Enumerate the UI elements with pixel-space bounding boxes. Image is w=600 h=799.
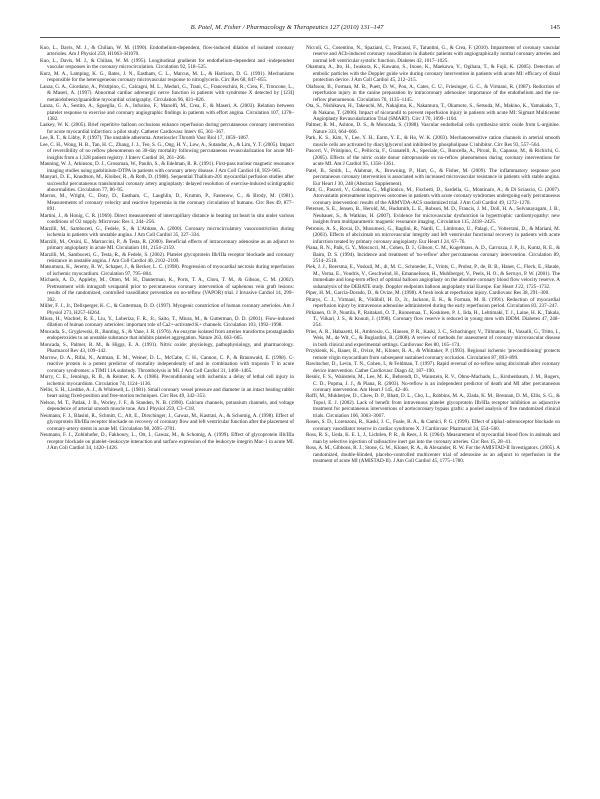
- reference-entry: Manyari, D. E., Knudtson, M., Kloiber, R., & Roth, D. (1988). Sequential Thallium-201 myocardial perfusion studies after successful percutaneous transluminal coronary artery angioplasty: delayed resolution of exercise-induced scintigraphic abnormalities. Circulation 77, 86–95.: [40, 174, 294, 193]
- page-number: 145: [550, 24, 560, 31]
- reference-entry: Michaels, A. D., Appleby, M., Otten, M. H., Dauterman, K., Ports, T. A., Chou, T. M., & Gibson, C. M. (2002). Pretreatment with intragraft verapamil prior to percutaneous coronary intervention of saphenous vein graft lesions: results of the randomized, controlled vasodilator prevention on no-reflow (VAPOR) trial. J Invasive Cardiol 14, 299–302.: [40, 277, 294, 303]
- reference-entry: Rosen, S. D., Lorenzoni, R., Kaski, J. C., Foale, R. A., & Camici, P. G. (1999). Effect of alpha1-adrenoceptor blockade on coronary vasodilator reserve in cardiac syndrome X. J Cardiovasc Pharmacol 34, 554–560.: [306, 419, 560, 432]
- reference-entry: Patel, B., Smith, L., Alahmar, A., Browning, P., Hart, G., & Fisher, M. (2009). The inflammatory response post percutaneous coronary intervention is associated with increased microvascular resistance in patients with stable angina. Eur Heart J 30, 248 (Abstract Supplement).: [306, 167, 560, 187]
- page-header: [40, 24, 560, 36]
- reference-entry: Ross, A. M., Gibbons, R. J., Stone, G. W., Kloner, R. A., & Alexander, R. W. For the AMISTAD-II Investigators. (2005). A randomized, double-blinded, placebo-controlled multicenter trial of adenosine as an adjunct to reperfusion in the treatment of acute MI (AMISTAD-II). J Am Coll Cardiol 45, 1775–1780.: [306, 445, 560, 464]
- reference-entry: Kurz, M. A., Lamping, K. G., Bates, J. N., Eastham, C. L., Marcus, M. L., & Harrison, D. G. (1991). Mechanisms responsible for the heterogeneous coronary microvascular response to nitroglycerin. Circ Res 68, 847–855.: [40, 70, 294, 84]
- reference-entry: Przyklenk, K., Bauer, B., Ovize, M., Kloner, R. A., & Whittaker, P. (1993). Regional ischemic 'preconditioning' protects remote virgin myocardium from subsequent sustained coronary occlusion. Circulation 87, 893–899.: [306, 348, 560, 361]
- reference-entry: Petersen, S. E., Jensen, B., Herold, M., Hudsmith, L. E., Robson, M. D., Francis, J. M., Doll, H. A., Selvanayagam, J. B., Neubauer, S., & Watkins, H. (2007). Evidence for microvascular dysfunction in hypertrophic cardiomyopathy: new insights from multiparametric magnetic resonance imaging. Circulation 115, 2418–2425.: [306, 206, 560, 226]
- reference-entry: Ross, R. S., Ueda, K. E. I., J., Lichtlen, P. R., & Rees, J. R. (1964). Measurement of myocardial blood flow in animals and man by selective injection of radioactive inert gas into the coronary arteries. Circ Res 15, 28–41.: [306, 432, 560, 445]
- reference-entry: Lanza, G. A., Sestito, A., Sgueglia, G. A., Infusino, F., Manolfi, M., Crea, F., & Maseri, A. (2003). Relation between platelet response to exercise and coronary angiographic findings in patients with effort angina. Circulation 107, 1378–1382.: [40, 103, 294, 122]
- references-right-column: [306, 45, 560, 780]
- reference-entry: Patti, G., Pasceri, V., Colonna, G., Miglionico, M., Fischetti, D., Sardella, G., Montinaro, A., & Di Sciascio, G. (2007). Atorvastatin pretreatment improves outcomes in patients with acute coronary syndromes undergoing early percutaneous coronary intervention: results of the ARMYDA-ACS randomized trial. J Am Coll Cardiol 49, 1272–1278.: [306, 186, 560, 206]
- reference-entry: Martini, J., & Honig, C. R. (1969). Direct measurement of intercapillary distance in beating rat heart in situ under various conditions of O2 supply. Microvasc Res 1, 244–256.: [40, 212, 294, 226]
- reference-entry: Park, K. S., Kim, Y., Lee, Y. H., Earm, Y. E., & Ho, W. K. (2003). Mechanosensitive cation channels in arterial smooth muscle cells are activated by diacylglycerol and inhibited by phospholipase C inhibitor. Circ Res 93, 557–564.: [306, 135, 560, 148]
- reference-entry: Miller, F. J., Jr., Dellsperger, K. C., & Gutterman, D. D. (1997). Myogenic constriction of human coronary arterioles. Am J Physiol 273, H257–H264.: [40, 303, 294, 316]
- reference-entry: Olafsson, B., Forman, M. B., Puett, D. W., Pou, A., Cates, C. U., Friesinger, G. C., & Virmani, R. (1987). Reduction of reperfusion injury in the canine preparation by intracoronary adenosine: importance of the endothelium and the no-reflow phenomenon. Circulation 76, 1135–1145.: [306, 83, 560, 103]
- reference-entry: Moncada, S., Gryglewski, R., Bunting, S., & Vane, J. R. (1976). An enzyme isolated from arteries transforms prostaglandin endoperoxides to an unstable substance that inhibits platelet aggregation. Nature 263, 663–665.: [40, 328, 294, 342]
- reference-entry: Murry, C. E., Jennings, R. B., & Reimer, K. A. (1986). Preconditioning with ischemia: a delay of lethal cell injury in ischemic myocardium. Circulation 74, 1124–1136.: [40, 374, 294, 387]
- reference-entry: Morrow, D. A., Rifai, N., Antman, E. M., Weiner, D. L., McCabe, C. H., Cannon, C. P., & Braunwald, E. (1998). C-reactive protein is a potent predictor of mortality independently of and in combination with troponin T in acute coronary syndromes: a TIMI 11A substudy. Thrombolysis in MI. J Am Coll Cardiol 31, 1460–1465.: [40, 354, 294, 374]
- reference-entry: Pries, A. R., Habazettl, H., Ambrosio, G., Hansen, P. R., Kaski, J. C., Schachinger, V., Tillmanns, H., Vassalli, G., Tritto, I., Weis, M., de Wit, C., & Bugiardini, R. (2008). A review of methods for assessment of coronary microvascular disease in both clinical and experimental settings. Cardiovasc Res 80, 165–174.: [306, 328, 560, 348]
- reference-entry: Nellis, S. H., Liedtke, A. J., & Whitesell, L. (1981). Small coronary vessel pressure and diameter in an intact beating rabbit heart using fixed-position and free-motion techniques. Circ Res 49, 342–353.: [40, 387, 294, 400]
- reference-entry: Pitkanen, O. P., Nuutila, P., Raitakari, O. T., Ronnemaa, T., Koskinen, P. J., Iida, H., Lehtimaki, T. J., Laine, H. K., Takala, T., Viikari, J. S., & Knuuti, J. (1998). Coronary flow reserve is reduced in young men with IDDM. Diabetes 47, 248–254.: [306, 309, 560, 329]
- reference-entry: Okamura, A., Ito, H., Iwakura, K., Kawano, S., Inoue, K., Maekawa, Y., Ogihara, T., & Fujii, K. (2005). Detection of embolic particles with the Doppler guide wire during coronary intervention in patients with acute MI: efficacy of distal protection device. J Am Coll Cardiol 45, 212–215.: [306, 64, 560, 84]
- reference-entry: Niccoli, G., Cosentino, N., Spaziani, C., Fracassi, F., Tarantini, G., & Crea, F. (2010). Impairment of coronary vascular reserve and ACh-induced coronary vasodilation in diabetic patients with angiographically normal coronary arteries and normal left ventricular systolic function. Diabetes 42, 1017–1025.: [306, 45, 560, 64]
- reference-entry: Lee, C. H., Wong, H. B., Tan, H. C., Zhang, J. J., Teo, S. G., Ong, H. Y., Low, A., Sutandar, A., & Lim, Y. T. (2005). Impact of reversibility of no reflow phenomenon on 30-day mortality following percutaneous revascularization for acute MI-insights from a 1,328 patient registry. J Interv Cardiol 18, 261–266.: [40, 141, 294, 161]
- reference-entry: Marzilli, M., Sambuceti, G., Testa, R., & Fedele, S. (2002). Platelet glycoprotein IIb/IIIa receptor blockade and coronary resistance in unstable angina. J Am Coll Cardiol 40, 2102–2109.: [40, 251, 294, 264]
- reference-entry: Neumann, F. J., Zohlnhofer, D., Fakhoury, L., Ott, I., Gawaz, M., & Schomig, A. (1999). Effect of glycoprotein IIb/IIIa receptor blockade on platelet–leukocyte interaction and surface expression of the leukocyte integrin Mac-1 in acute MI. J Am Coll Cardiol 34, 1420–1426.: [40, 432, 294, 452]
- running-head: B. Patel, M. Fisher / Pharmacology & Therapeutics 127 (2010) 131–147: [190, 24, 384, 31]
- reference-entry: Nelson, M. T., Patlak, J. B., Worley, J. F., & Standen, N. B. (1990). Calcium channels, potassium channels, and voltage dependence of arterial smooth muscle tone. Am J Physiol 259, C3–C18.: [40, 399, 294, 413]
- reference-entry: Rawitscher, D., Levin, T. N., Cohen, I., & Feldman, T. (1997). Rapid reversal of no-reflow using abciximab after coronary device intervention. Cathet Cardiovasc Diagn 42, 187–190.: [306, 361, 560, 374]
- reference-entry: Piek, J. J., Boersma, E., Voskuil, M., di, M. C., Schroeder, E., Vrints, C., Probst, P., de, B. B., Hanet, C., Fleck, E., Haude, M., Verna, E., Voudris, V., Geschwind, H., Emanuelsson, H., Muhlberger, V., Peels, H. O., & Serruys, P. W. (2001). The immediate and long-term effect of optimal balloon angioplasty on the absolute coronary blood flow velocity reserve. A subanalysis of the DEBATE study. Doppler endpoints balloon angioplasty trial Europe. Eur Heart J 22, 1725–1732.: [306, 264, 560, 290]
- reference-entry: Marzilli, M., Orsini, E., Marraccini, P., & Testa, R. (2000). Beneficial effects of intracoronary adenosine as an adjunct to primary angioplasty in acute MI. Circulation 101, 2154–2159.: [40, 238, 294, 252]
- header-rule: [40, 37, 560, 38]
- reference-entry: Marcus, M., Wright, C., Doty, D., Eastham, C., Laughlin, D., Krumm, P., Fastenow, C., & Brody, M. (1981). Measurements of coronary velocity and reactive hyperemia in the coronary circulation of humans. Circ Res 49, 877–891.: [40, 193, 294, 213]
- references-left-column: [40, 45, 294, 780]
- reference-entry: Manning, W. J., Atkinson, D. J., Grossman, W., Paulin, S., & Edelman, R. R. (1991). First-pass nuclear magnetic resonance imaging studies using gadolinium-DTPA in patients with coronary artery disease. J Am Coll Cardiol 18, 959–965.: [40, 161, 294, 174]
- reference-entry: Resnic, F. S., Wainstein, M., Lee, M. K., Behrendt, D., Wainstein, R. V., Ohno-Machado, L., Kirshenbaum, J. M., Rogers, C. D., Popma, J. J., & Piana, R. (2003). No-reflow is an independent predictor of death and MI after percutaneous coronary intervention. Am Heart J 145, 42–46.: [306, 374, 560, 394]
- reference-entry: Ota, S., Nishikawa, H., Takeuchi, M., Nakajima, K., Nakamura, T., Okamoto, S., Setsuda, M., Makino, K., Yamakado, T., & Nakano, T. (2006). Impact of nicorandil to prevent reperfusion injury in patients with acute MI: Sigmart Multicenter Angioplasty Revascularization Trial (SMART). Circ J 70, 1099–1104.: [306, 103, 560, 122]
- reference-entry: Lanza, G. A., Giordano, A., Pristipino, C., Calcagni, M. L., Meduri, G., Trani, C., Franceschini, R., Crea, F., Troncone, L., & Maseri, A. (1997). Abnormal cardiac adrenergic nerve function in patients with syndrome X detected by [123I] metaiodobenzylguanidine myocardial scintigraphy. Circulation 96, 821–826.: [40, 83, 294, 103]
- reference-entry: Laskey, W. K. (2005). Brief repetitive balloon occlusions enhance reperfusion during percutaneous coronary intervention for acute myocardial infarction: a pilot study. Catheter Cardiovasc Interv 65, 361–367.: [40, 122, 294, 135]
- reference-entry: Pitarys, C. J., Virmani, R., Vildibill, H. D., Jr., Jackson, E. K., & Forman, M. B. (1991). Reduction of myocardial reperfusion injury by intravenous adenosine administered during the early reperfusion period. Circulation 83, 237–247.: [306, 296, 560, 310]
- reference-entry: Kuo, L., Davis, M. J., & Chilian, W. M. (1995). Longitudinal gradients for endothelium-dependent and -independent vascular responses in the coronary microcirculation. Circulation 92, 518–525.: [40, 57, 294, 71]
- reference-entry: Piana, R. N., Paik, G. Y., Moscucci, M., Cohen, D. J., Gibson, C. M., Kugelmass, A. D., Carrozza, J. P., Jr., Kuntz, R. E., & Baim, D. S. (1994). Incidence and treatment of 'no-reflow' after percutaneous coronary intervention. Circulation 89, 2514–2518.: [306, 245, 560, 264]
- reference-entry: Matsumura, K., Jeremy, R. W., Schaper, J., & Becker, L. C. (1998). Progression of myocardial necrosis during reperfusion of ischemic myocardium. Circulation 97, 795–804.: [40, 264, 294, 277]
- reference-entry: Piper, H. M., Garcia-Dorado, D., & Ovize, M. (1998). A fresh look at reperfusion injury. Cardiovasc Res 38, 291–300.: [306, 290, 550, 297]
- reference-entry: Lee, R. T., & Libby, P. (1997). The unstable atheroma. Arterioscler Thromb Vasc Biol 17, 1859–1867.: [40, 135, 250, 142]
- reference-entry: Roffi, M., Mukherjee, D., Chew, D. P., Bhatt, D. L., Cho, L., Robbins, M. A., Ziada, K. M., Brennan, D. M., Ellis, S. G., & Topol, E. J. (2002). Lack of benefit from intravenous platelet glycoprotein IIb/IIIa receptor inhibition as adjunctive treatment for percutaneous interventions of aortocoronary bypass grafts: a pooled analysis of five randomized clinical trials. Circulation 106, 3063–3067.: [306, 393, 560, 419]
- reference-entry: Marzilli, M., Sambuceti, G., Fedele, S., & L'Abbate, A. (2000). Coronary microcirculatory vasoconstriction during ischemia in patients with unstable angina. J Am Coll Cardiol 35, 327–334.: [40, 225, 294, 239]
- reference-entry: Palmer, R. M., Ashton, D. S., & Moncada, S. (1988). Vascular endothelial cells synthesize nitric oxide from L-arginine. Nature 333, 664–666.: [306, 122, 560, 135]
- reference-entry: Kuo, L., Davis, M. J., & Chilian, W. M. (1990). Endothelium-dependent, flow-induced dilation of isolated coronary arterioles. Am J Physiol 259, H1063–H1070.: [40, 45, 294, 58]
- reference-entry: Neumann, F. J., Blasini, R., Schmitt, C., Alt, E., Dirschinger, J., Gawaz, M., Kastrati, A., & Schomig, A. (1998). Effect of glycoprotein IIb/IIIa receptor blockade on recovery of coronary flow and left ventricular function after the placement of coronary-artery stents in acute MI. Circulation 98, 2695–2701.: [40, 412, 294, 432]
- reference-entry: Petronio, A. S., Rovai, D., Musumeci, G., Baglini, R., Nardi, C., Limbruno, U., Palagi, C., Volterrani, D., & Mariani, M. (2003). Effects of abciximab on microvascular integrity and left ventricular functional recovery in patients with acute infarction treated by primary coronary angioplasty. Eur Heart J 24, 67–76.: [306, 225, 560, 245]
- reference-entry: Miura, H., Wachtel, R. E., Liu, Y., Loberiza, F. R., Jr., Saito, T., Miura, M., & Gutterman, D. D. (2001). Flow-induced dilation of human coronary arterioles: important role of Ca2+-activated K+ channels. Circulation 103, 1992–1998.: [40, 316, 294, 329]
- reference-entry: Moncada, S., Palmer, R. M., & Higgs, E. A. (1991). Nitric oxide: physiology, pathophysiology, and pharmacology. Pharmacol Rev 43, 109–142.: [40, 341, 294, 355]
- reference-entry: Pasceri, V., Pristipino, C., Pelliccia, F., Granatelli, A., Speciale, G., Roncella, A., Pironi, B., Capasso, M., & Richichi, G. (2005). Effects of the nitric oxide donor nitroprusside on no-reflow phenomenon during coronary interventions for acute MI. Am J Cardiol 95, 1358–1361.: [306, 148, 560, 168]
